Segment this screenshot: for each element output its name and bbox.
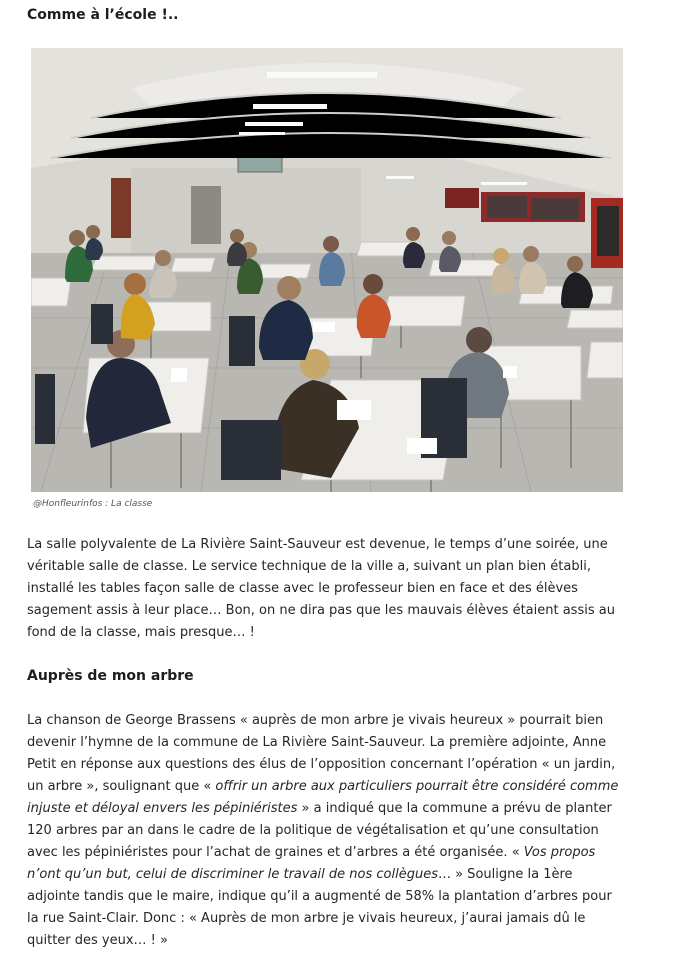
arbre-text-part1: La chanson de George Brassens « auprès de mon arbre je vivais heureux » pourrait bien devenir l’hymne de la commune de La Rivière Saint-Sauveur. La première adjointe, Anne Petit en réponse aux questions des élus de l’opposition concernant l’opération « un jardin, un arbre », soulignant que « [27,713,616,794]
arbre-text-part2: » a indiqué que la commune a prévu de planter 120 arbres par an dans le cadre de la politique de végétalisation et qu’une consultation avec les pépiniéristes pour l’achat de graines et d’arbres a été organisée. « [27,801,612,860]
classroom-photo [31,48,623,492]
arbre-text-part3: … » Souligne la 1ère adjointe tandis que le maire, indique qu’il a augmenté de 58% la plantation d’arbres pour la rue Saint-Clair. Donc : « Auprès de mon arbre je vivais heureux, j’aurai jamais dû le quitter des yeux… ! » [27,867,612,948]
section-title-arbre: Auprès de mon arbre [27,668,194,684]
arbre-quote-1: offrir un arbre aux particuliers pourrait être considéré comme injuste et déloyal envers les pépiniéristes [27,779,619,816]
photo-caption: @Honfleurinfos : La classe [33,499,153,509]
arbre-paragraph [27,710,627,952]
section-title-ecole: Comme à l’école !.. [27,7,179,23]
intro-paragraph: La salle polyvalente de La Rivière Saint-Sauveur est devenue, le temps d’une soirée, une véritable salle de classe. Le service technique de la ville a, suivant un plan bien établi, installé les tables façon salle de classe avec le professeur bien en face et des élèves sagement assis à leur place… Bon, on ne dira pas que les mauvais élèves étaient assis au fond de la classe, mais presque… ! [27,537,615,640]
arbre-quote-2: Vos propos n’ont qu’un but, celui de discriminer le travail de nos collègues [27,845,596,882]
